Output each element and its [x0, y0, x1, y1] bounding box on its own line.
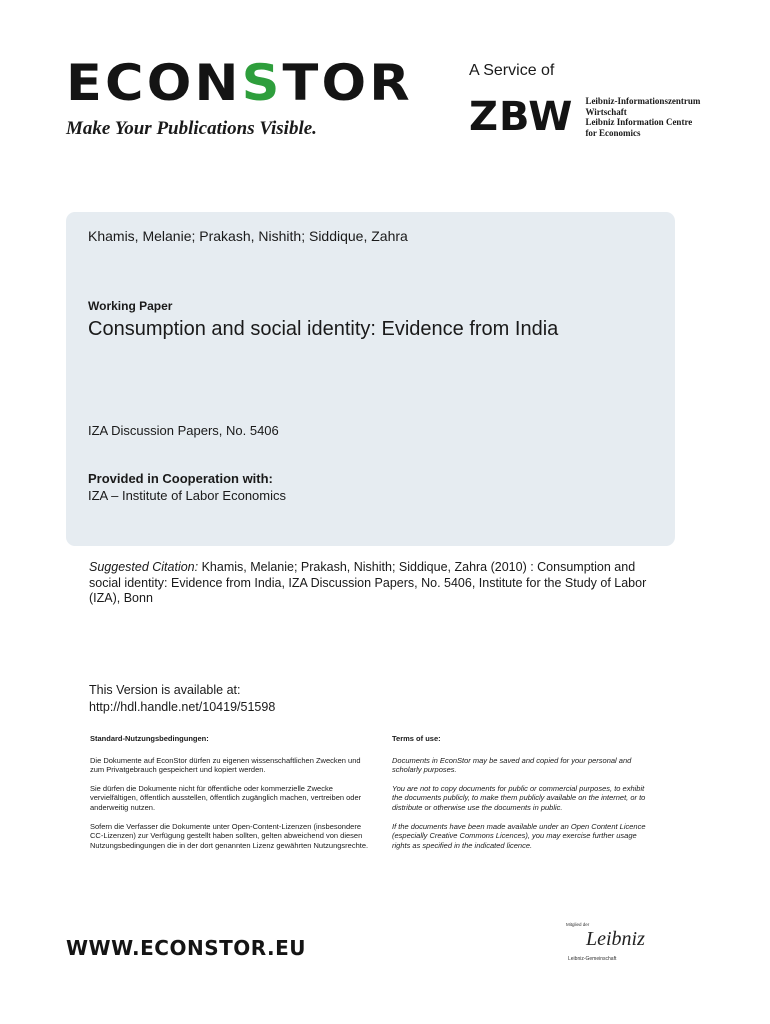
record-card [66, 212, 675, 546]
document-type: Working Paper [88, 299, 173, 313]
terms-de-p1: Die Dokumente auf EconStor dürfen zu eigenen wissenschaftlichen Zwecken und zum Privatgebrauch gespeichert und kopiert werden. [90, 755, 361, 775]
terms-de-p3: Sofern die Verfasser die Dokumente unter Open-Content-Lizenzen (insbesondere CC-Lizenzen) zur Verfügung gestellt haben sollten, gelten abweichend von diesen Nutzungsbedingungen die in der dort genannten Lizenz gewährten Nutzungsrechte. [90, 821, 369, 850]
terms-de-p2: Sie dürfen die Dokumente nicht für öffentliche oder kommerzielle Zwecke vervielfältigen, öffentlich ausstellen, öffentlich zugänglich machen, vertreiben oder anderweitig nutzen. [90, 783, 362, 812]
zbw-logo [469, 96, 700, 138]
econstor-url[interactable]: WWW.ECONSTOR.EU [66, 936, 307, 960]
provided-label: Provided in Cooperation with: [88, 471, 273, 486]
terms-de-heading: Standard-Nutzungsbedingungen: [90, 734, 209, 743]
series: IZA Discussion Papers, No. 5406 [88, 423, 279, 438]
terms-en-p1: Documents in EconStor may be saved and copied for your personal and scholarly purposes. [392, 755, 632, 775]
authors: Khamis, Melanie; Prakash, Nishith; Siddique, Zahra [88, 228, 408, 244]
zbw-text: Leibniz-Informationszentrum Wirtschaft Leibniz Information Centre for Economics [585, 96, 701, 138]
leibniz-signature: Leibniz [586, 928, 645, 950]
leibniz-label: Leibniz-Gemeinschaft [568, 956, 617, 962]
citation-label: Suggested Citation: [89, 560, 199, 574]
leibniz-logo [566, 922, 646, 972]
suggested-citation [89, 560, 649, 607]
handle-link[interactable]: http://hdl.handle.net/10419/51598 [89, 700, 276, 714]
econstor-wordmark: ECONSTOR [66, 54, 413, 112]
terms-en-heading: Terms of use: [392, 734, 441, 743]
econstor-logo [66, 54, 413, 140]
service-label: A Service of [469, 62, 555, 79]
member-label: Mitglied der [566, 922, 590, 927]
terms-de [90, 734, 370, 859]
terms-en [392, 734, 652, 859]
citation-text: Khamis, Melanie; Prakash, Nishith; Siddique, Zahra (2010) : Consumption and social identity: Evidence from India, IZA Discussion Papers, No. 5406, Institute for the Study of Labor (IZA), Bonn [89, 560, 647, 605]
terms-en-p2: You are not to copy documents for public or commercial purposes, to exhibit the documents publicly, to make them publicly available on the internet, or to distribute or otherwise use the documents in public. [392, 783, 646, 812]
document-title: Consumption and social identity: Evidence from India [88, 318, 559, 340]
zbw-mark: ZBW [469, 94, 574, 140]
terms-en-p3: If the documents have been made available under an Open Content Licence (especially Creative Commons Licences), you may exercise further usage rights as specified in the indicated licence. [392, 821, 646, 850]
availability [89, 682, 275, 716]
provided-value: IZA – Institute of Labor Economics [88, 488, 286, 503]
tagline: Make Your Publications Visible. [66, 118, 317, 139]
availability-label: This Version is available at: [89, 683, 241, 697]
